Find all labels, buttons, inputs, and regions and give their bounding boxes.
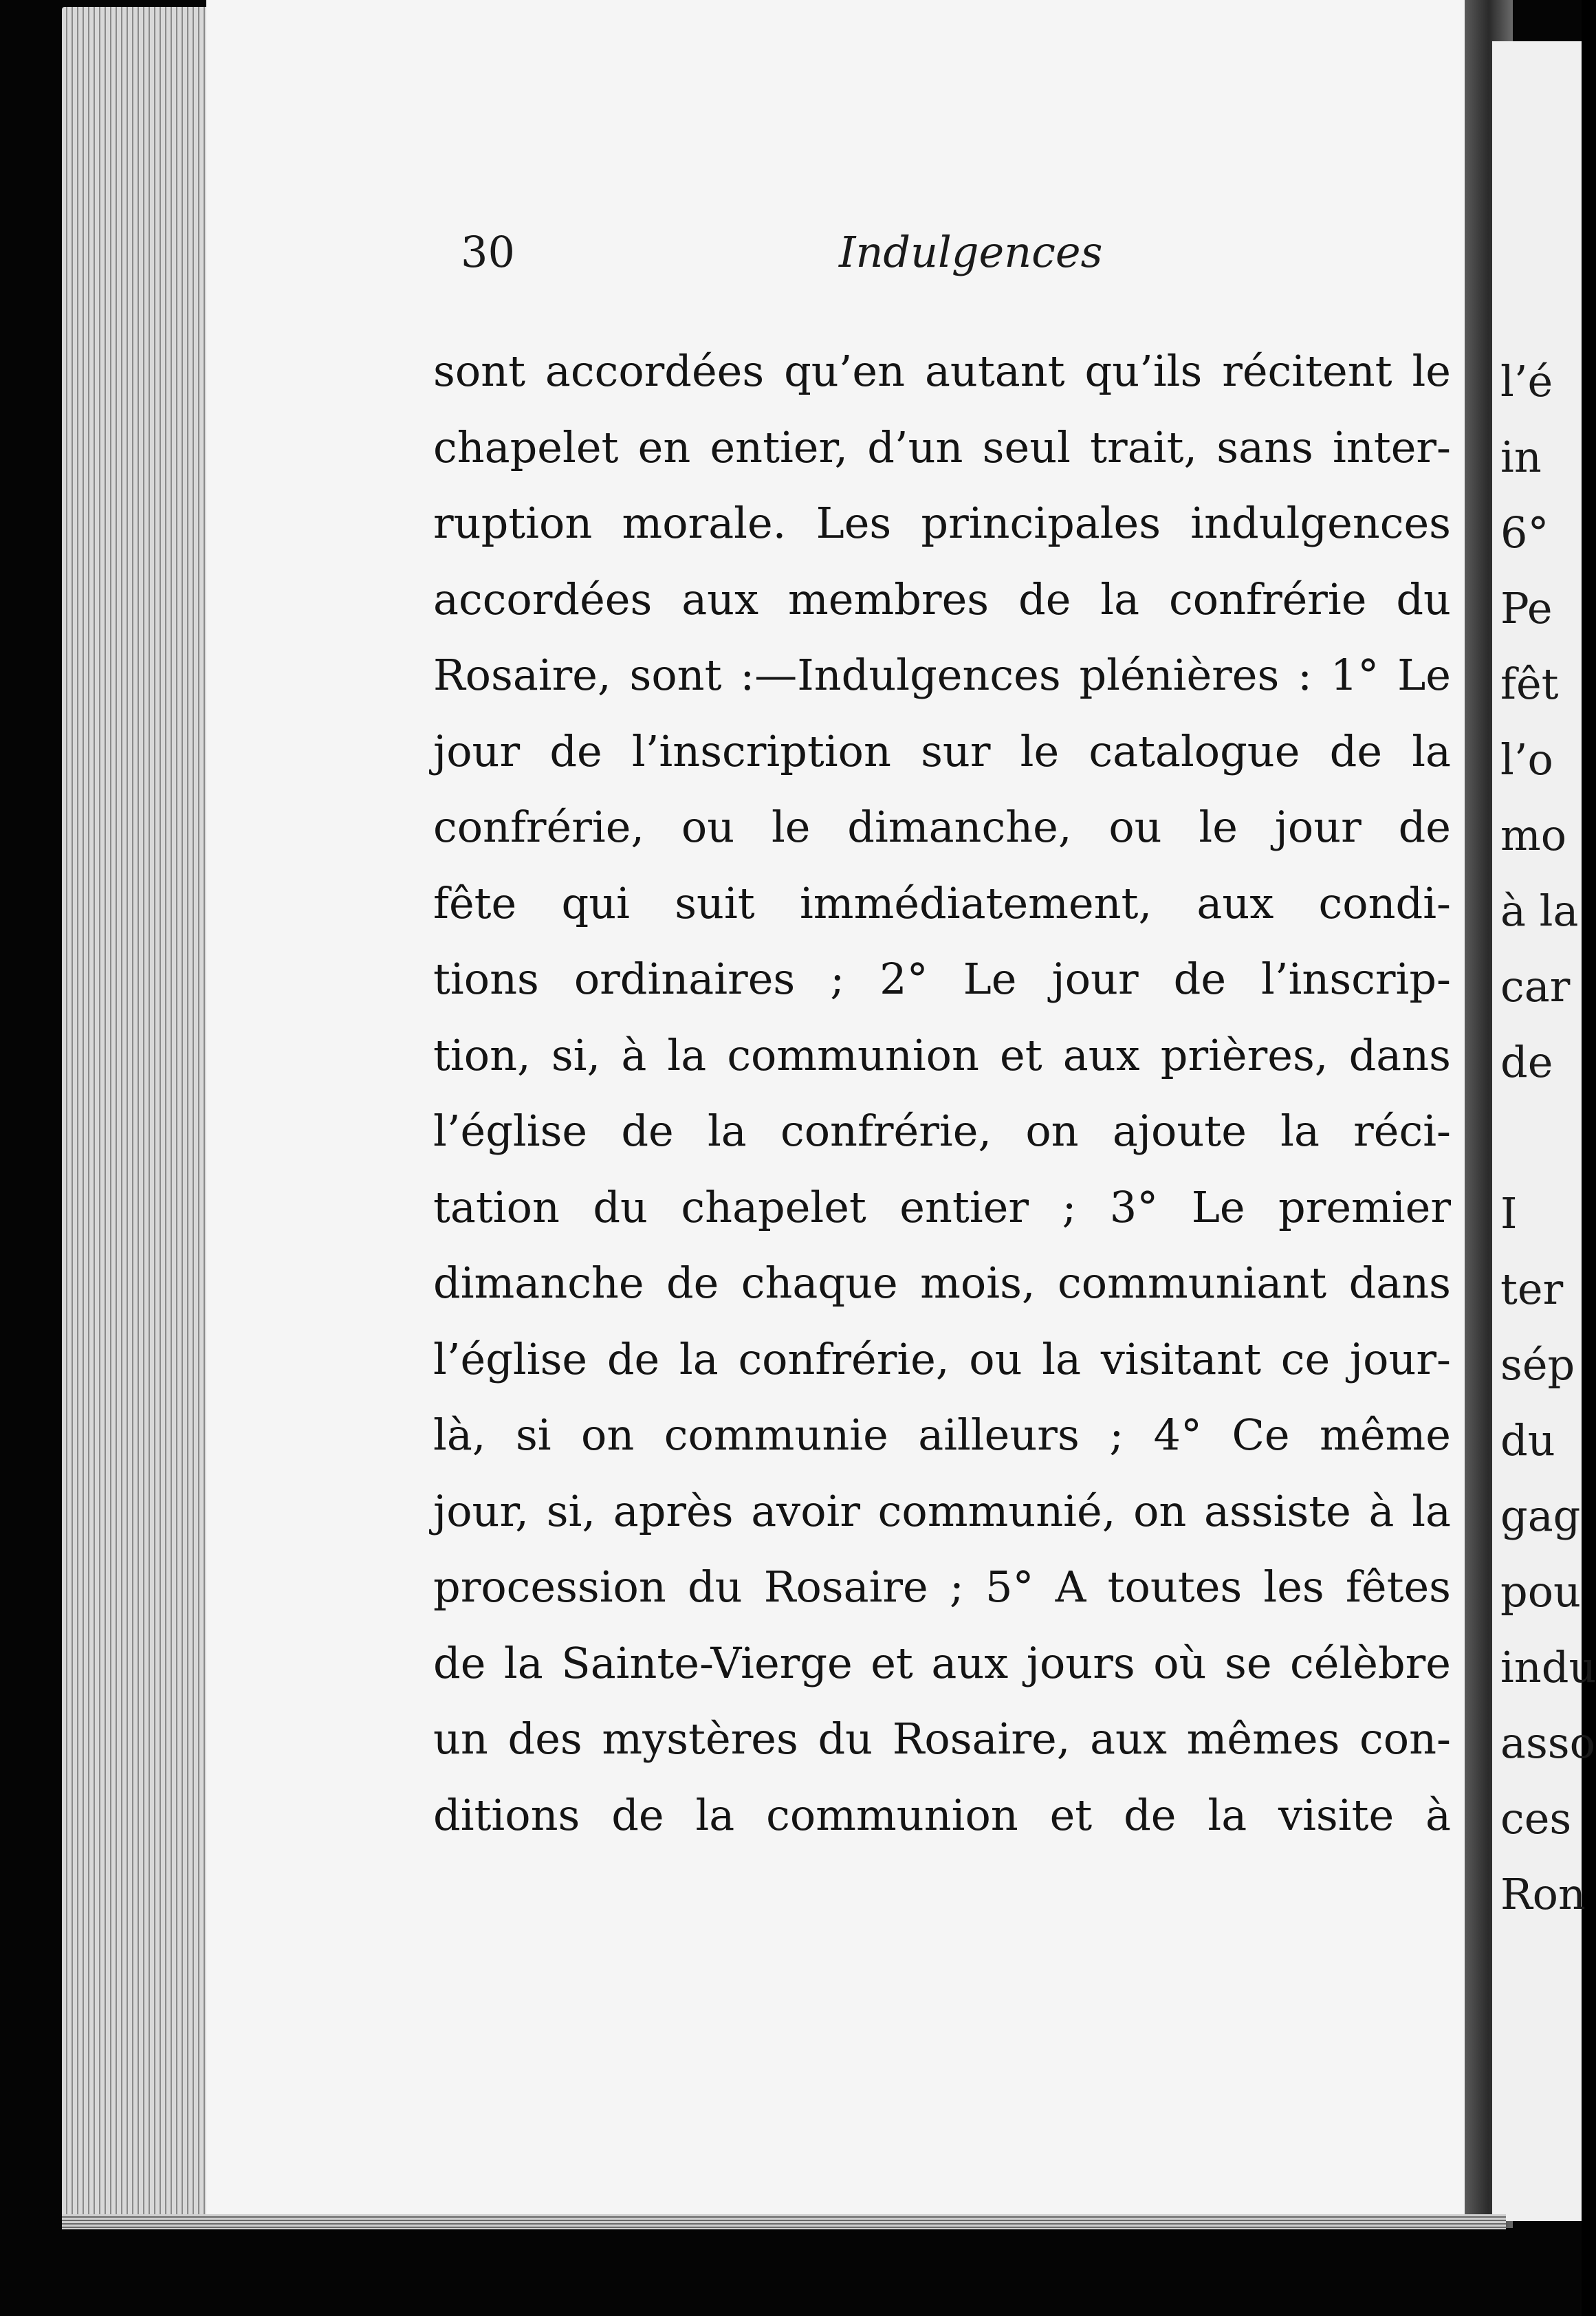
text-line: accordées aux membres de la confrérie du [433,573,1451,624]
text-line: procession du Rosaire ; 5° A toutes les fêtes [433,1562,1451,1612]
text-line: Rosaire, sont :—Indulgences plénières : 1° Le [433,650,1451,700]
right-page-line-fragment: 6° [1500,507,1549,558]
text-line: tions ordinaires ; 2° Le jour de l’inscrip- [433,954,1451,1004]
right-page-line-fragment: fêt [1500,659,1559,709]
right-page-line-fragment: Ron [1500,1869,1586,1919]
text-line: sont accordées qu’en autant qu’ils récitent le [433,346,1451,396]
text-line: ditions de la communion et de la visite à [433,1789,1451,1840]
right-page-line-fragment: l’é [1500,356,1553,406]
right-page-line-fragment: à la [1500,886,1579,936]
text-line: l’église de la confrérie, on ajoute la réci- [433,1106,1451,1156]
right-page-line-fragment: Pe [1500,583,1553,633]
text-line: dimanche de chaque mois, communiant dans [433,1258,1451,1308]
body-text [433,334,1451,1853]
right-page-line-fragment: ces [1500,1793,1572,1844]
text-line: là, si on communie ailleurs ; 4° Ce même [433,1410,1451,1460]
text-line: jour, si, après avoir communié, on assiste à la [433,1485,1451,1536]
text-line: ruption morale. Les principales indulgences [433,498,1451,548]
running-title: Indulgences [839,227,1103,277]
text-line: fête qui suit immédiatement, aux condi- [433,877,1451,928]
right-page-line-fragment: pou [1500,1566,1581,1617]
right-page-line-fragment: l’o [1500,734,1553,785]
right-page-fragments [1492,344,1596,1932]
right-page-line-fragment: mo [1500,810,1567,860]
right-page-line-fragment: de [1500,1037,1553,1087]
text-line: l’église de la confrérie, ou la visitant ce jour- [433,1333,1451,1384]
page-header [461,227,1103,296]
text-line: de la Sainte-Vierge et aux jours où se célèbre [433,1637,1451,1688]
right-page-line-fragment: asso [1500,1718,1595,1768]
text-line: tation du chapelet entier ; 3° Le premier [433,1181,1451,1232]
right-page-line-fragment [1492,1100,1596,1176]
right-page-line-fragment: du [1500,1415,1555,1465]
right-page-line-fragment: gag [1500,1491,1581,1541]
right-page-line-fragment: car [1500,961,1571,1012]
right-page-line-fragment: ter [1500,1264,1564,1314]
page-number: 30 [461,227,515,277]
page-edges [62,7,213,2228]
right-page-line-fragment: in [1500,432,1542,482]
text-line: chapelet en entier, d’un seul trait, sans inter- [433,422,1451,472]
right-page [1492,41,1596,2221]
text-line: jour de l’inscription sur le catalogue de la [433,725,1451,776]
right-page-line-fragment: sép [1500,1340,1575,1390]
right-page-line-fragment: I [1500,1188,1518,1238]
text-line: tion, si, à la communion et aux prières, dans [433,1029,1451,1080]
bottom-page-edges [62,2214,1506,2229]
text-line: confrérie, ou le dimanche, ou le jour de [433,802,1451,852]
right-page-line-fragment: indu [1500,1642,1596,1692]
text-line: un des mystères du Rosaire, aux mêmes con- [433,1714,1451,1764]
